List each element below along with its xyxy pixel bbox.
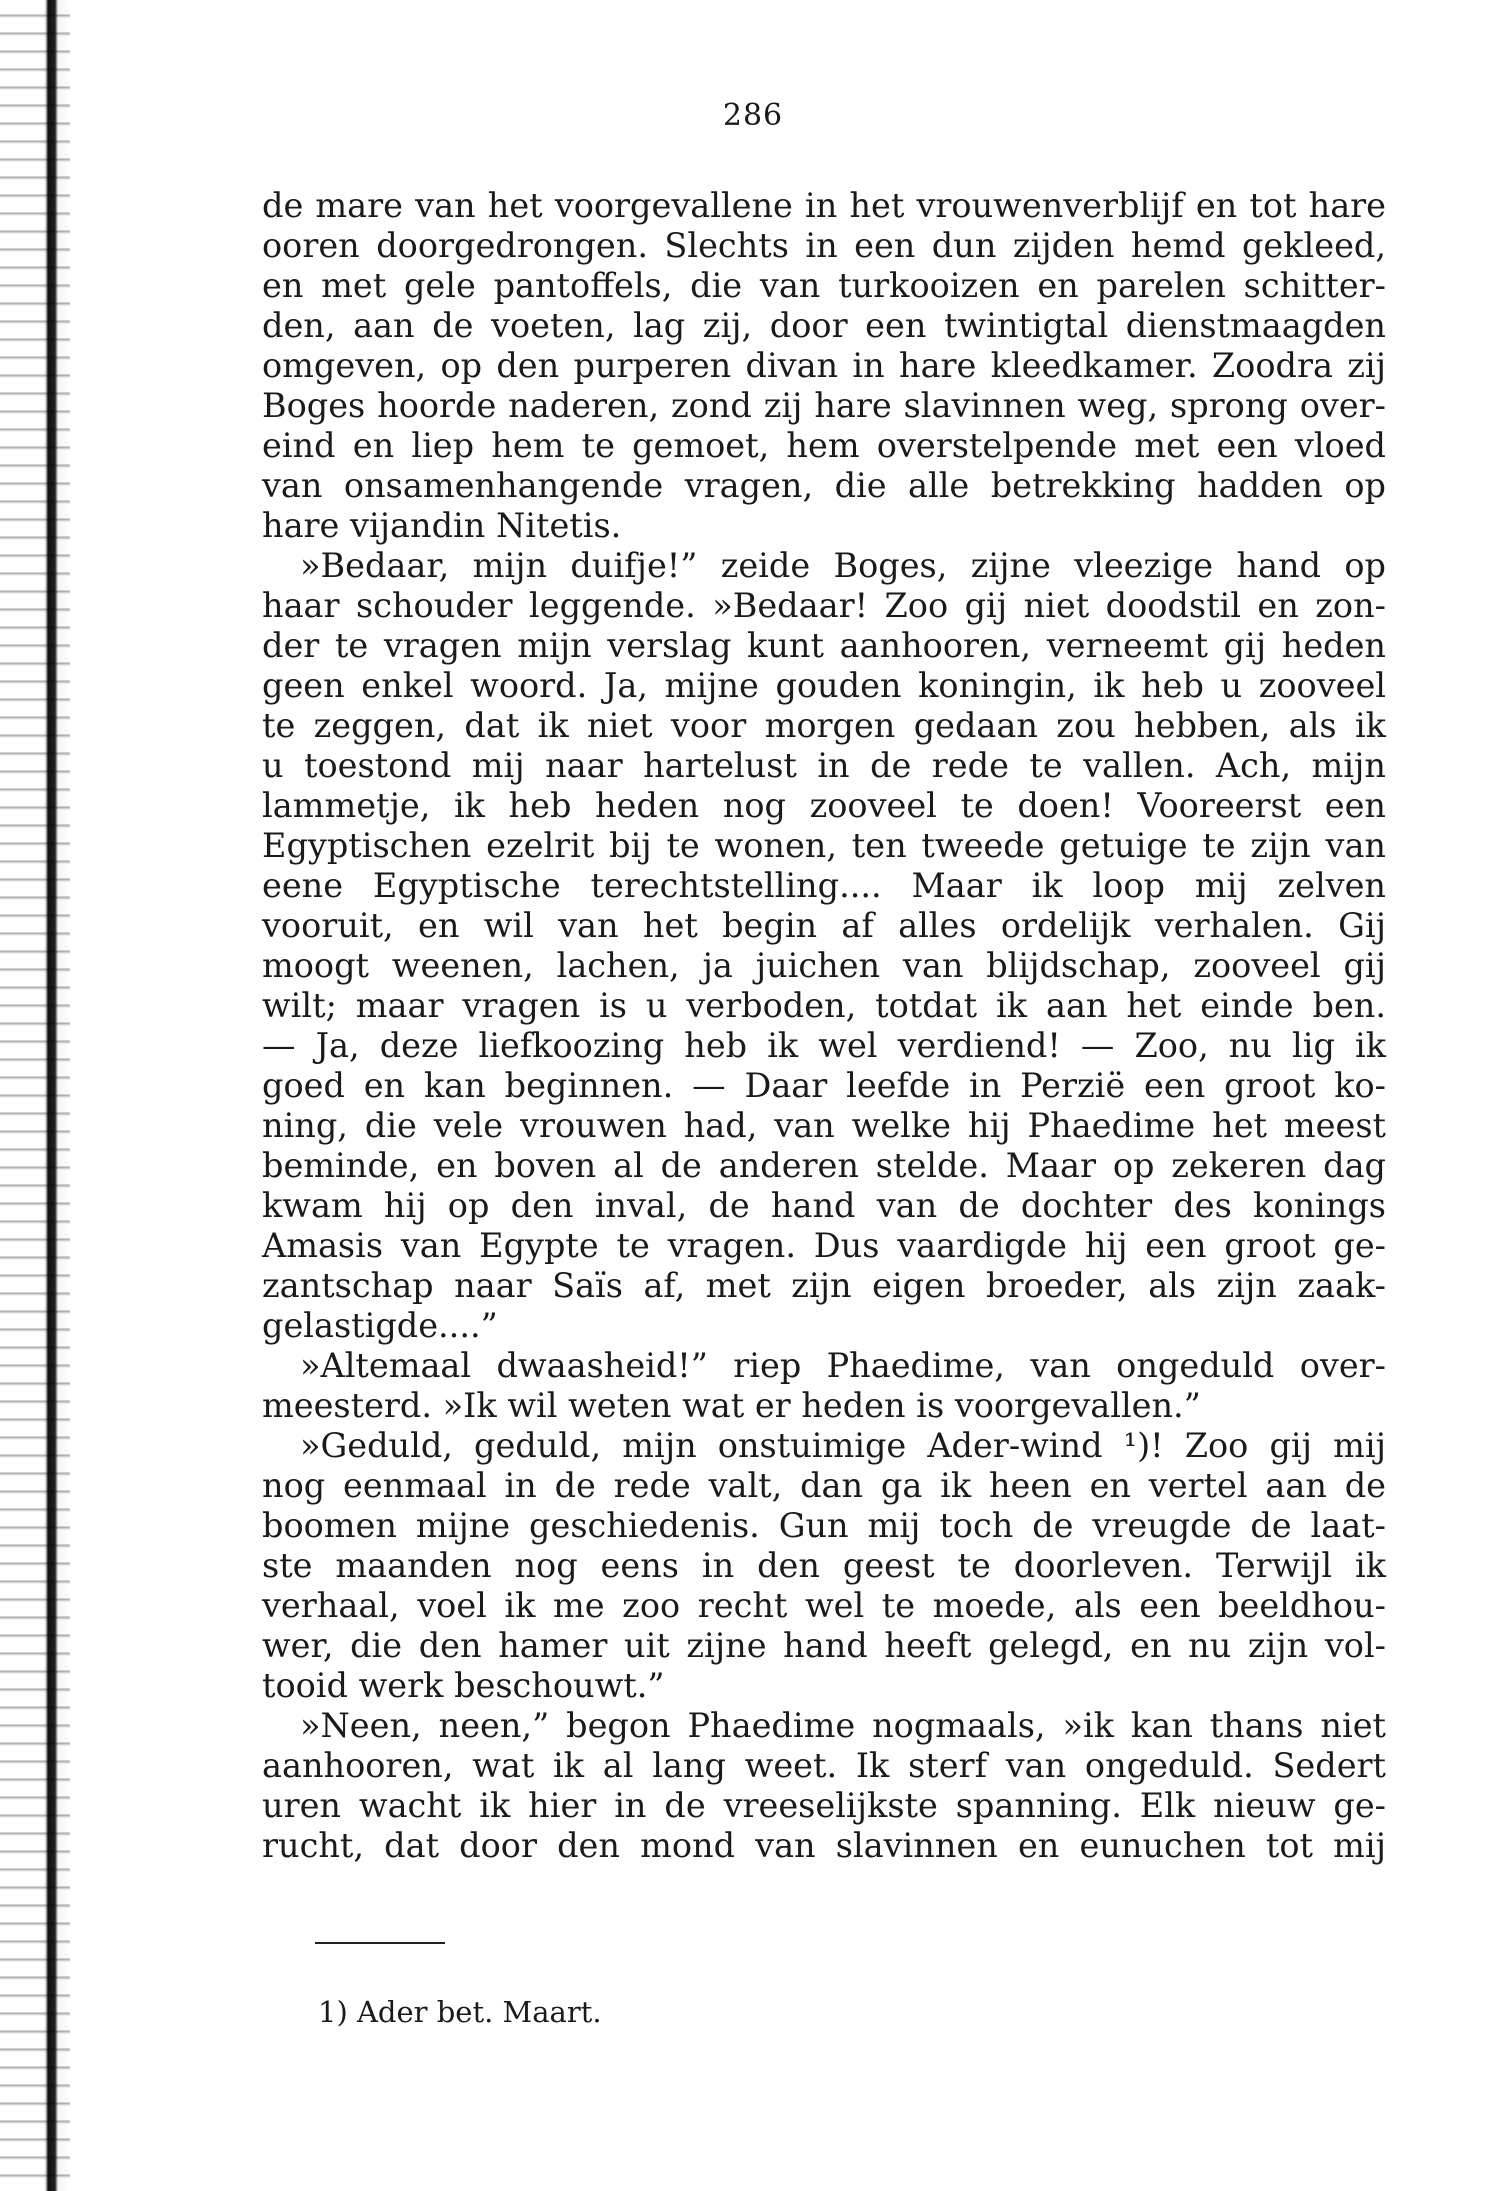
text-line: kwam hij op den inval, de hand van de dochter des konings — [262, 1186, 1386, 1225]
text-line: »Altemaal dwaasheid!” riep Phaedime, van ongeduld over- — [300, 1346, 1386, 1385]
text-line: ooren doorgedrongen. Slechts in een dun zijden hemd gekleed, — [262, 226, 1386, 265]
text-line: ning, die vele vrouwen had, van welke hij Phaedime het meest — [262, 1106, 1386, 1145]
text-line: geen enkel woord. Ja, mijne gouden koningin, ik heb u zooveel — [262, 666, 1386, 705]
text-line: »Neen, neen,” begon Phaedime nogmaals, »ik kan thans niet — [300, 1706, 1386, 1745]
body-text — [262, 186, 1386, 1866]
book-binding-edge — [0, 0, 70, 2191]
text-line: hare vijandin Nitetis. — [262, 506, 622, 545]
text-line: Egyptischen ezelrit bij te wonen, ten tweede getuige te zijn van — [262, 826, 1386, 865]
text-line: verhaal, voel ik me zoo recht wel te moede, als een beeldhou- — [262, 1586, 1386, 1625]
text-line: — Ja, deze liefkoozing heb ik wel verdiend! — Zoo, nu lig ik — [262, 1026, 1386, 1065]
text-line: te zeggen, dat ik niet voor morgen gedaan zou hebben, als ik — [262, 706, 1386, 745]
text-line: Boges hoorde naderen, zond zij hare slavinnen weg, sprong over- — [262, 386, 1386, 425]
text-line: uren wacht ik hier in de vreeselijkste spanning. Elk nieuw ge- — [262, 1786, 1386, 1825]
text-line: de mare van het voorgevallene in het vrouwenverblijf en tot hare — [262, 186, 1386, 225]
text-line: zantschap naar Saïs af, met zijn eigen broeder, als zijn zaak- — [262, 1266, 1386, 1305]
text-line: wer, die den hamer uit zijne hand heeft gelegd, en nu zijn vol- — [262, 1626, 1386, 1665]
text-line: u toestond mij naar hartelust in de rede te vallen. Ach, mijn — [262, 746, 1386, 785]
footnote-divider — [315, 1942, 445, 1944]
text-line: eind en liep hem te gemoet, hem overstelpende met een vloed — [262, 426, 1386, 465]
text-line: den, aan de voeten, lag zij, door een twintigtal dienstmaagden — [262, 306, 1386, 345]
text-line: der te vragen mijn verslag kunt aanhooren, verneemt gij heden — [262, 626, 1386, 665]
text-line: goed en kan beginnen. — Daar leefde in Perzië een groot ko- — [262, 1066, 1386, 1105]
text-line: vooruit, en wil van het begin af alles ordelijk verhalen. Gij — [262, 906, 1386, 945]
text-line: »Bedaar, mijn duifje!” zeide Boges, zijne vleezige hand op — [300, 546, 1386, 585]
text-line: beminde, en boven al de anderen stelde. Maar op zekeren dag — [262, 1146, 1386, 1185]
text-line: gelastigde....” — [262, 1306, 498, 1345]
text-line: van onsamenhangende vragen, die alle betrekking hadden op — [262, 466, 1386, 505]
text-line: nog eenmaal in de rede valt, dan ga ik heen en vertel aan de — [262, 1466, 1386, 1505]
footnote: 1) Ader bet. Maart. — [318, 1995, 602, 2029]
text-line: aanhooren, wat ik al lang weet. Ik sterf van ongeduld. Sedert — [262, 1746, 1386, 1785]
text-line: Amasis van Egypte te vragen. Dus vaardigde hij een groot ge- — [262, 1226, 1386, 1265]
text-line: omgeven, op den purperen divan in hare kleedkamer. Zoodra zij — [262, 346, 1386, 385]
text-line: boomen mijne geschiedenis. Gun mij toch de vreugde de laat- — [262, 1506, 1386, 1545]
text-line: ste maanden nog eens in den geest te doorleven. Terwijl ik — [262, 1546, 1386, 1585]
text-line: wilt; maar vragen is u verboden, totdat ik aan het einde ben. — [262, 986, 1386, 1025]
text-line: en met gele pantoffels, die van turkooizen en parelen schitter- — [262, 266, 1386, 305]
text-line: rucht, dat door den mond van slavinnen en eunuchen tot mij — [262, 1826, 1386, 1865]
text-line: moogt weenen, lachen, ja juichen van blijdschap, zooveel gij — [262, 946, 1386, 985]
text-line: tooid werk beschouwt.” — [262, 1666, 665, 1705]
text-line: meesterd. »Ik wil weten wat er heden is voorgevallen.” — [262, 1386, 1201, 1425]
text-line: eene Egyptische terechtstelling.... Maar ik loop mij zelven — [262, 866, 1386, 905]
text-line: lammetje, ik heb heden nog zooveel te doen! Vooreerst een — [262, 786, 1386, 825]
text-line: haar schouder leggende. »Bedaar! Zoo gij niet doodstil en zon- — [262, 586, 1386, 625]
page-number: 286 — [722, 98, 784, 133]
text-line: »Geduld, geduld, mijn onstuimige Ader-wind ¹)! Zoo gij mij — [300, 1426, 1386, 1465]
